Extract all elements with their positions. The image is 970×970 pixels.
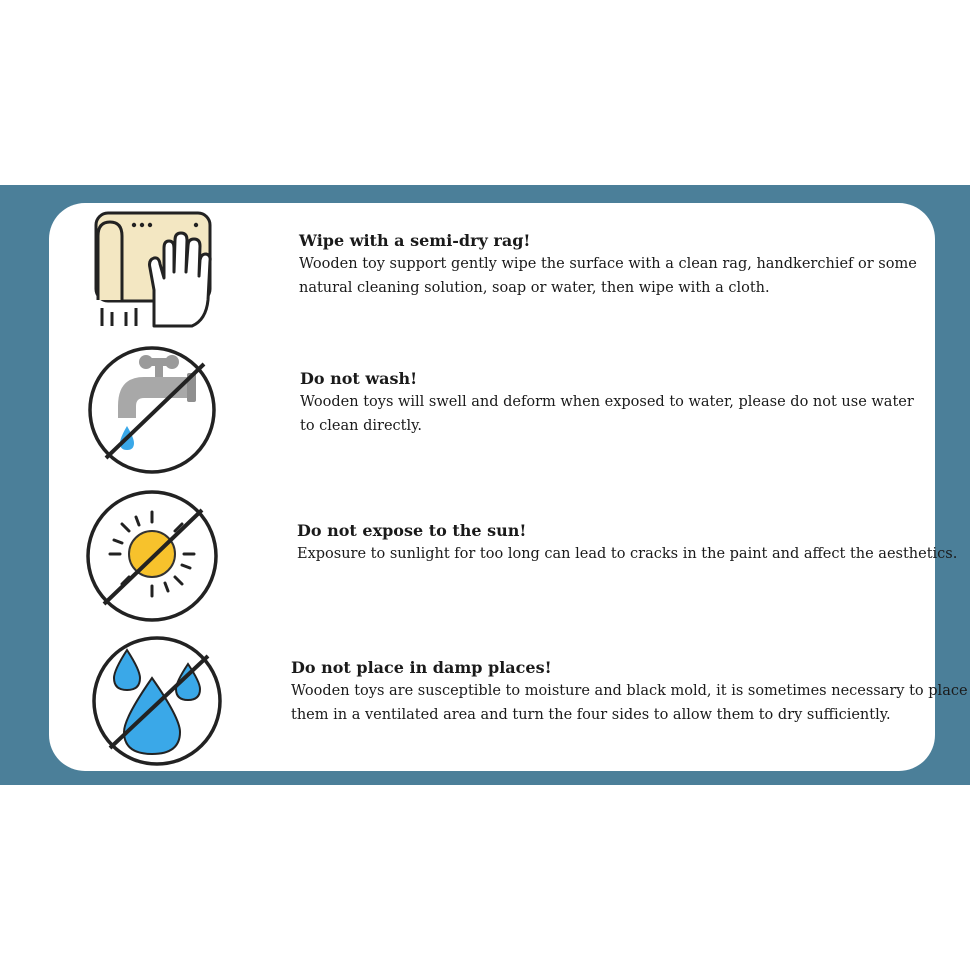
tip-line: Exposure to sunlight for too long can lead to cracks in the paint and affect the aesthetics. [297, 546, 958, 562]
no-sun-icon [84, 488, 220, 624]
hand-wipe-icon [92, 208, 217, 333]
tip-line: Wooden toys are susceptible to moisture and black mold, it is sometimes necessary to place [291, 683, 968, 699]
tip-line: to clean directly. [300, 418, 422, 434]
tip-line: natural cleaning solution, soap or water, then wipe with a cloth. [299, 280, 770, 296]
tip-no-damp [291, 657, 968, 727]
tip-title: Wipe with a semi-dry rag! [299, 231, 531, 250]
tip-title: Do not place in damp places! [291, 658, 552, 677]
tip-line: them in a ventilated area and turn the four sides to allow them to dry sufficiently. [291, 707, 891, 723]
tip-description [299, 252, 917, 300]
tip-wipe [299, 230, 917, 300]
tip-description [297, 542, 957, 566]
tip-title: Do not wash! [300, 369, 418, 388]
tip-no-wash [300, 368, 914, 438]
no-damp-water-drops-icon [90, 634, 224, 768]
tip-line: Wooden toys will swell and deform when exposed to water, please do not use water [300, 394, 914, 410]
tip-title: Do not expose to the sun! [297, 521, 527, 540]
tip-description [300, 390, 914, 438]
tip-no-sun [297, 520, 957, 566]
tip-line: Wooden toy support gently wipe the surface with a clean rag, handkerchief or some [299, 256, 917, 272]
no-faucet-water-icon [86, 344, 219, 477]
tip-description [291, 679, 968, 727]
